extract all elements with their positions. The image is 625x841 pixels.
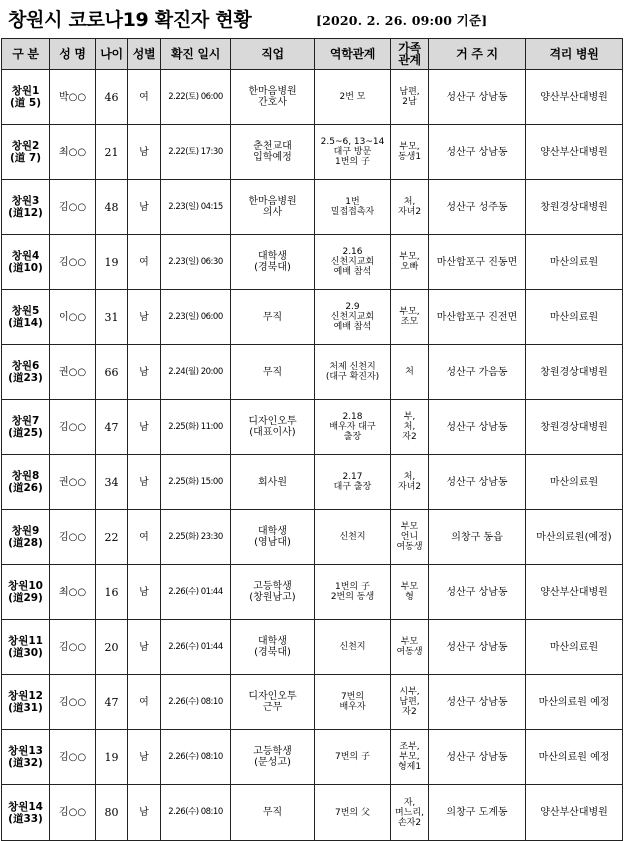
table-header-row <box>2 39 623 70</box>
sex-cell: 남 <box>128 620 161 675</box>
residence-cell: 성산구 상남동 <box>429 565 526 620</box>
case-id-cell: 창원6 (道23) <box>2 345 50 400</box>
epidemiology-cell: 신천지 <box>315 620 391 675</box>
confirm-date-cell: 2.25(화) 15:00 <box>161 455 231 510</box>
header-epidemiology: 역학관계 <box>315 39 391 70</box>
epidemiology-cell: 7번의 배우자 <box>315 675 391 730</box>
age-cell: 47 <box>96 675 128 730</box>
sex-cell: 남 <box>128 730 161 785</box>
epidemiology-cell: 7번의 父 <box>315 785 391 841</box>
title-row <box>0 0 625 38</box>
residence-cell: 성산구 상남동 <box>429 620 526 675</box>
hospital-cell: 마산의료원 <box>526 620 623 675</box>
family-cell: 남편, 2남 <box>391 70 429 125</box>
cases-table <box>1 38 623 841</box>
residence-cell: 의창구 도계동 <box>429 785 526 841</box>
table-row <box>2 290 623 345</box>
case-id-cell: 창원4 (道10) <box>2 235 50 290</box>
header-age: 나이 <box>96 39 128 70</box>
table-row <box>2 510 623 565</box>
case-id-cell: 창원3 (道12) <box>2 180 50 235</box>
case-id-cell: 창원12 (道31) <box>2 675 50 730</box>
epidemiology-cell: 1번의 子 2번의 동생 <box>315 565 391 620</box>
header-family: 가족 관계 <box>391 39 429 70</box>
sex-cell: 여 <box>128 675 161 730</box>
hospital-cell: 양산부산대병원 <box>526 70 623 125</box>
job-cell: 춘천교대 입학예정 <box>231 125 315 180</box>
age-cell: 19 <box>96 235 128 290</box>
table-row <box>2 620 623 675</box>
job-cell: 고등학생 (문성고) <box>231 730 315 785</box>
job-cell: 고등학생 (창원남고) <box>231 565 315 620</box>
hospital-cell: 마산의료원 <box>526 455 623 510</box>
name-cell: 이○○ <box>50 290 96 345</box>
hospital-cell: 양산부산대병원 <box>526 125 623 180</box>
family-cell: 처, 자녀2 <box>391 180 429 235</box>
epidemiology-cell: 2.5~6, 13~14 대구 방문 1번의 子 <box>315 125 391 180</box>
name-cell: 박○○ <box>50 70 96 125</box>
job-cell: 디자인오투 (대표이사) <box>231 400 315 455</box>
confirm-date-cell: 2.26(수) 01:44 <box>161 565 231 620</box>
table-row <box>2 125 623 180</box>
age-cell: 80 <box>96 785 128 841</box>
family-cell: 처 <box>391 345 429 400</box>
page-title: 창원시 코로나19 확진자 현황 <box>8 9 252 31</box>
confirm-date-cell: 2.25(화) 11:00 <box>161 400 231 455</box>
header-hospital: 격리 병원 <box>526 39 623 70</box>
confirm-date-cell: 2.23(일) 06:30 <box>161 235 231 290</box>
header-residence: 거 주 지 <box>429 39 526 70</box>
job-cell: 무직 <box>231 290 315 345</box>
job-cell: 대학생 (경북대) <box>231 235 315 290</box>
name-cell: 김○○ <box>50 235 96 290</box>
residence-cell: 성산구 상남동 <box>429 675 526 730</box>
family-cell: 부모, 오빠 <box>391 235 429 290</box>
table-row <box>2 180 623 235</box>
family-cell: 처, 자녀2 <box>391 455 429 510</box>
residence-cell: 성산구 상남동 <box>429 400 526 455</box>
family-cell: 시부, 남편, 자2 <box>391 675 429 730</box>
residence-cell: 성산구 가음동 <box>429 345 526 400</box>
age-cell: 46 <box>96 70 128 125</box>
table-row <box>2 730 623 785</box>
job-cell: 회사원 <box>231 455 315 510</box>
family-cell: 부모 형 <box>391 565 429 620</box>
name-cell: 김○○ <box>50 620 96 675</box>
epidemiology-cell: 2.16 신천지교회 예배 참석 <box>315 235 391 290</box>
confirm-date-cell: 2.26(수) 08:10 <box>161 785 231 841</box>
residence-cell: 성산구 상남동 <box>429 730 526 785</box>
table-row <box>2 455 623 510</box>
sex-cell: 남 <box>128 290 161 345</box>
family-cell: 부모 언니 여동생 <box>391 510 429 565</box>
table-row <box>2 70 623 125</box>
residence-cell: 성산구 상남동 <box>429 70 526 125</box>
case-id-cell: 창원7 (道25) <box>2 400 50 455</box>
epidemiology-cell: 7번의 子 <box>315 730 391 785</box>
age-cell: 22 <box>96 510 128 565</box>
hospital-cell: 양산부산대병원 <box>526 565 623 620</box>
hospital-cell: 마산의료원 <box>526 235 623 290</box>
hospital-cell: 마산의료원 예정 <box>526 730 623 785</box>
hospital-cell: 창원경상대병원 <box>526 400 623 455</box>
age-cell: 47 <box>96 400 128 455</box>
residence-cell: 마산합포구 진전면 <box>429 290 526 345</box>
job-cell: 대학생 (영남대) <box>231 510 315 565</box>
sex-cell: 여 <box>128 235 161 290</box>
sex-cell: 남 <box>128 345 161 400</box>
family-cell: 자, 며느리, 손자2 <box>391 785 429 841</box>
confirm-date-cell: 2.24(월) 20:00 <box>161 345 231 400</box>
family-cell: 부, 처, 자2 <box>391 400 429 455</box>
residence-cell: 의창구 동읍 <box>429 510 526 565</box>
age-cell: 66 <box>96 345 128 400</box>
residence-cell: 마산합포구 진동면 <box>429 235 526 290</box>
table-row <box>2 785 623 841</box>
job-cell: 무직 <box>231 345 315 400</box>
epidemiology-cell: 2번 모 <box>315 70 391 125</box>
family-cell: 부모, 동생1 <box>391 125 429 180</box>
confirm-date-cell: 2.23(일) 04:15 <box>161 180 231 235</box>
name-cell: 김○○ <box>50 730 96 785</box>
age-cell: 21 <box>96 125 128 180</box>
timestamp-subtitle: [2020. 2. 26. 09:00 기준] <box>316 13 488 28</box>
header-category: 구 분 <box>2 39 50 70</box>
name-cell: 권○○ <box>50 345 96 400</box>
epidemiology-cell: 처제 신천지 (대구 확진자) <box>315 345 391 400</box>
hospital-cell: 창원경상대병원 <box>526 180 623 235</box>
case-id-cell: 창원10 (道29) <box>2 565 50 620</box>
residence-cell: 성산구 상남동 <box>429 455 526 510</box>
residence-cell: 성산구 상남동 <box>429 125 526 180</box>
case-id-cell: 창원13 (道32) <box>2 730 50 785</box>
confirm-date-cell: 2.23(일) 06:00 <box>161 290 231 345</box>
name-cell: 김○○ <box>50 510 96 565</box>
header-sex: 성별 <box>128 39 161 70</box>
case-id-cell: 창원1 (道 5) <box>2 70 50 125</box>
case-id-cell: 창원8 (道26) <box>2 455 50 510</box>
sex-cell: 남 <box>128 180 161 235</box>
hospital-cell: 창원경상대병원 <box>526 345 623 400</box>
confirm-date-cell: 2.22(토) 17:30 <box>161 125 231 180</box>
sex-cell: 여 <box>128 510 161 565</box>
job-cell: 한마음병원 의사 <box>231 180 315 235</box>
table-row <box>2 565 623 620</box>
age-cell: 20 <box>96 620 128 675</box>
table-row <box>2 235 623 290</box>
table-row <box>2 400 623 455</box>
family-cell: 부모, 조모 <box>391 290 429 345</box>
confirm-date-cell: 2.25(화) 23:30 <box>161 510 231 565</box>
hospital-cell: 마산의료원 <box>526 290 623 345</box>
age-cell: 16 <box>96 565 128 620</box>
epidemiology-cell: 2.9 신천지교회 예배 참석 <box>315 290 391 345</box>
header-confirm-date: 확진 일시 <box>161 39 231 70</box>
age-cell: 48 <box>96 180 128 235</box>
table-row <box>2 675 623 730</box>
family-cell: 조부, 부모, 형제1 <box>391 730 429 785</box>
case-id-cell: 창원2 (道 7) <box>2 125 50 180</box>
name-cell: 김○○ <box>50 180 96 235</box>
sex-cell: 남 <box>128 400 161 455</box>
name-cell: 최○○ <box>50 125 96 180</box>
job-cell: 디자인오투 근무 <box>231 675 315 730</box>
confirm-date-cell: 2.22(토) 06:00 <box>161 70 231 125</box>
case-id-cell: 창원5 (道14) <box>2 290 50 345</box>
confirm-date-cell: 2.26(수) 01:44 <box>161 620 231 675</box>
name-cell: 김○○ <box>50 400 96 455</box>
header-name: 성 명 <box>50 39 96 70</box>
epidemiology-cell: 2.18 배우자 대구 출장 <box>315 400 391 455</box>
family-cell: 부모 여동생 <box>391 620 429 675</box>
epidemiology-cell: 신천지 <box>315 510 391 565</box>
name-cell: 김○○ <box>50 675 96 730</box>
sex-cell: 남 <box>128 455 161 510</box>
case-id-cell: 창원9 (道28) <box>2 510 50 565</box>
header-job: 직업 <box>231 39 315 70</box>
case-id-cell: 창원11 (道30) <box>2 620 50 675</box>
hospital-cell: 마산의료원(예정) <box>526 510 623 565</box>
sex-cell: 남 <box>128 785 161 841</box>
hospital-cell: 양산부산대병원 <box>526 785 623 841</box>
job-cell: 무직 <box>231 785 315 841</box>
sex-cell: 여 <box>128 70 161 125</box>
confirm-date-cell: 2.26(수) 08:10 <box>161 675 231 730</box>
hospital-cell: 마산의료원 예정 <box>526 675 623 730</box>
table-row <box>2 345 623 400</box>
age-cell: 19 <box>96 730 128 785</box>
sex-cell: 남 <box>128 125 161 180</box>
sex-cell: 남 <box>128 565 161 620</box>
age-cell: 31 <box>96 290 128 345</box>
table-body <box>2 70 623 841</box>
name-cell: 김○○ <box>50 785 96 841</box>
case-id-cell: 창원14 (道33) <box>2 785 50 841</box>
epidemiology-cell: 1번 밀접접촉자 <box>315 180 391 235</box>
age-cell: 34 <box>96 455 128 510</box>
job-cell: 대학생 (경북대) <box>231 620 315 675</box>
job-cell: 한마음병원 간호사 <box>231 70 315 125</box>
confirm-date-cell: 2.26(수) 08:10 <box>161 730 231 785</box>
name-cell: 권○○ <box>50 455 96 510</box>
name-cell: 최○○ <box>50 565 96 620</box>
epidemiology-cell: 2.17 대구 출장 <box>315 455 391 510</box>
residence-cell: 성산구 성주동 <box>429 180 526 235</box>
